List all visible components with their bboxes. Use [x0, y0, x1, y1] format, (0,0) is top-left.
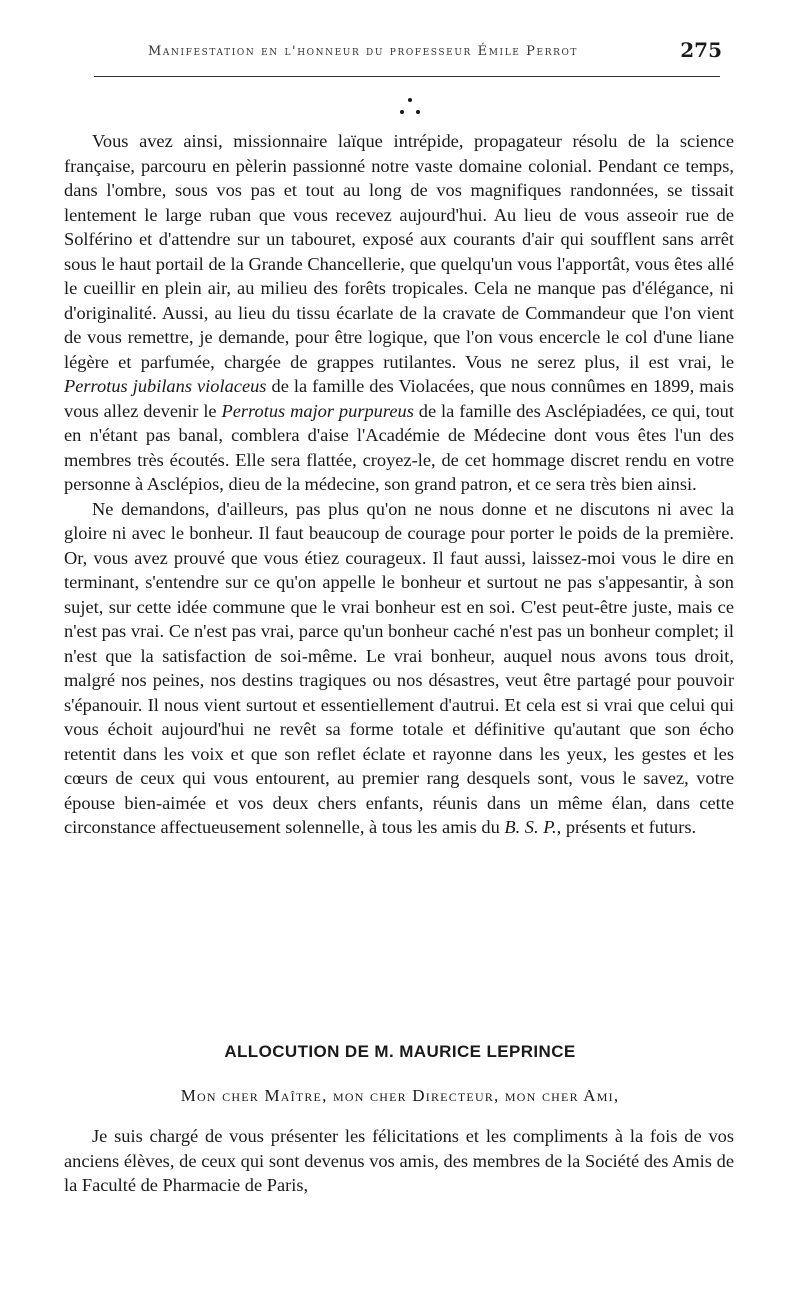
text-run: , présents et futurs.: [556, 817, 697, 837]
header-rule: [94, 76, 720, 77]
section-text: [64, 1124, 734, 1198]
asterism-icon: [390, 94, 430, 120]
salutation: Mon cher Maître, mon cher Directeur, mon cher Ami,: [180, 1086, 620, 1105]
text-run: de la famille des Asclépiadées, ce qui, tout en n'étant pas banal, comblera d'aise l'Académie de Médecine dont vous êtes l'un des membres très écoutés. Elle sera flattée, croyez-le, de cet hommage discret rendu en votre personne à Asclépios, dieu de la médecine, son grand patron, et ce sera très bien ainsi.: [64, 400, 734, 494]
italic-abbreviation: B. S. P.: [504, 817, 557, 837]
text-run: de la famille des Violacées, que nous connûmes en 1899, mais vous allez devenir le: [64, 376, 734, 421]
page-number: 275: [680, 38, 722, 62]
main-text: [64, 129, 734, 840]
paragraph: Je suis chargé de vous présenter les félicitations et les compliments à la fois de vos anciens élèves, de ceux qui sont devenus vos amis, des membres de la Société des Amis de la Faculté de Pharmacie de Paris,: [64, 1126, 734, 1195]
running-title: Manifestation en l'honneur du professeur Émile Perrot: [148, 44, 579, 59]
text-run: Vous avez ainsi, missionnaire laïque intrépide, propagateur résolu de la science française, parcouru en pèlerin passionné notre vaste domaine colonial. Pendant ce temps, dans l'ombre, sous vos pas et tout au long de vos magnifiques randonnées, se tissait lentement le large ruban que vous recevez aujourd'hui. Au lieu de vous asseoir rue de Solférino et d'attendre sur un tabouret, exposé aux courants d'air qui soufflent sans arrêt sous le haut portail de la Grande Chancellerie, que quelqu'un vous l'apportât, vous êtes allé le cueillir en plein air, au milieu des forêts tropicales. Cela ne manque pas d'élégance, ni d'originalité. Aussi, au lieu du tissu écarlate de la cravate de Commandeur que l'on vient de vous remettre, je demande, pour être logique, que l'on vous encercle le col d'une liane légère et parfumée, chargée de grappes rutilantes. Vous ne serez plus, il est vrai, le: [64, 131, 734, 372]
section-heading: ALLOCUTION DE M. MAURICE LEPRINCE: [224, 1042, 576, 1061]
paragraph: [64, 129, 734, 497]
italic-species-name: Perrotus major purpureus: [221, 400, 414, 421]
italic-species-name: Perrotus jubilans violaceus: [64, 376, 267, 396]
running-head: [90, 40, 722, 70]
paragraph: [64, 497, 734, 840]
text-run: Ne demandons, d'ailleurs, pas plus qu'on ne nous donne et ne discutons ni avec la gloire ni avec le bonheur. Il faut beaucoup de courage pour porter le poids de la première. Or, vous avez prouvé que vous étiez courageux. Il faut aussi, laissez-moi vous le dire en terminant, s'entendre sur ce qu'on appelle le bonheur et surtout ne pas s'appesantir, à son sujet, sur cette idée commune que le vrai bonheur est en soi. C'est peut-être juste, mais ce n'est pas vrai. Ce n'est pas vrai, parce qu'un bonheur caché n'est pas un bonheur complet; il n'est que la satisfaction de soi-même. Le vrai bonheur, auquel nous avons tous droit, malgré nos peines, nos destins tragiques ou nos désastres, veut être partagé pour pouvoir s'épanouir. Il nous vient surtout et essentiellement d'autrui. Et cela est si vrai que celui qui vous échoit aujourd'hui ne revêt sa forme totale et définitive qu'autant que son écho retentit dans les voix et que son reflet éclate et rayonne dans les yeux, les gestes et les cœurs de ceux qui vous entourent, au premier rang desquels sont, vous le savez, votre épouse bien-aimée et vos deux chers enfants, réunis dans un même élan, dans cette circonstance affectueusement solennelle, à tous les amis du: [64, 498, 734, 837]
